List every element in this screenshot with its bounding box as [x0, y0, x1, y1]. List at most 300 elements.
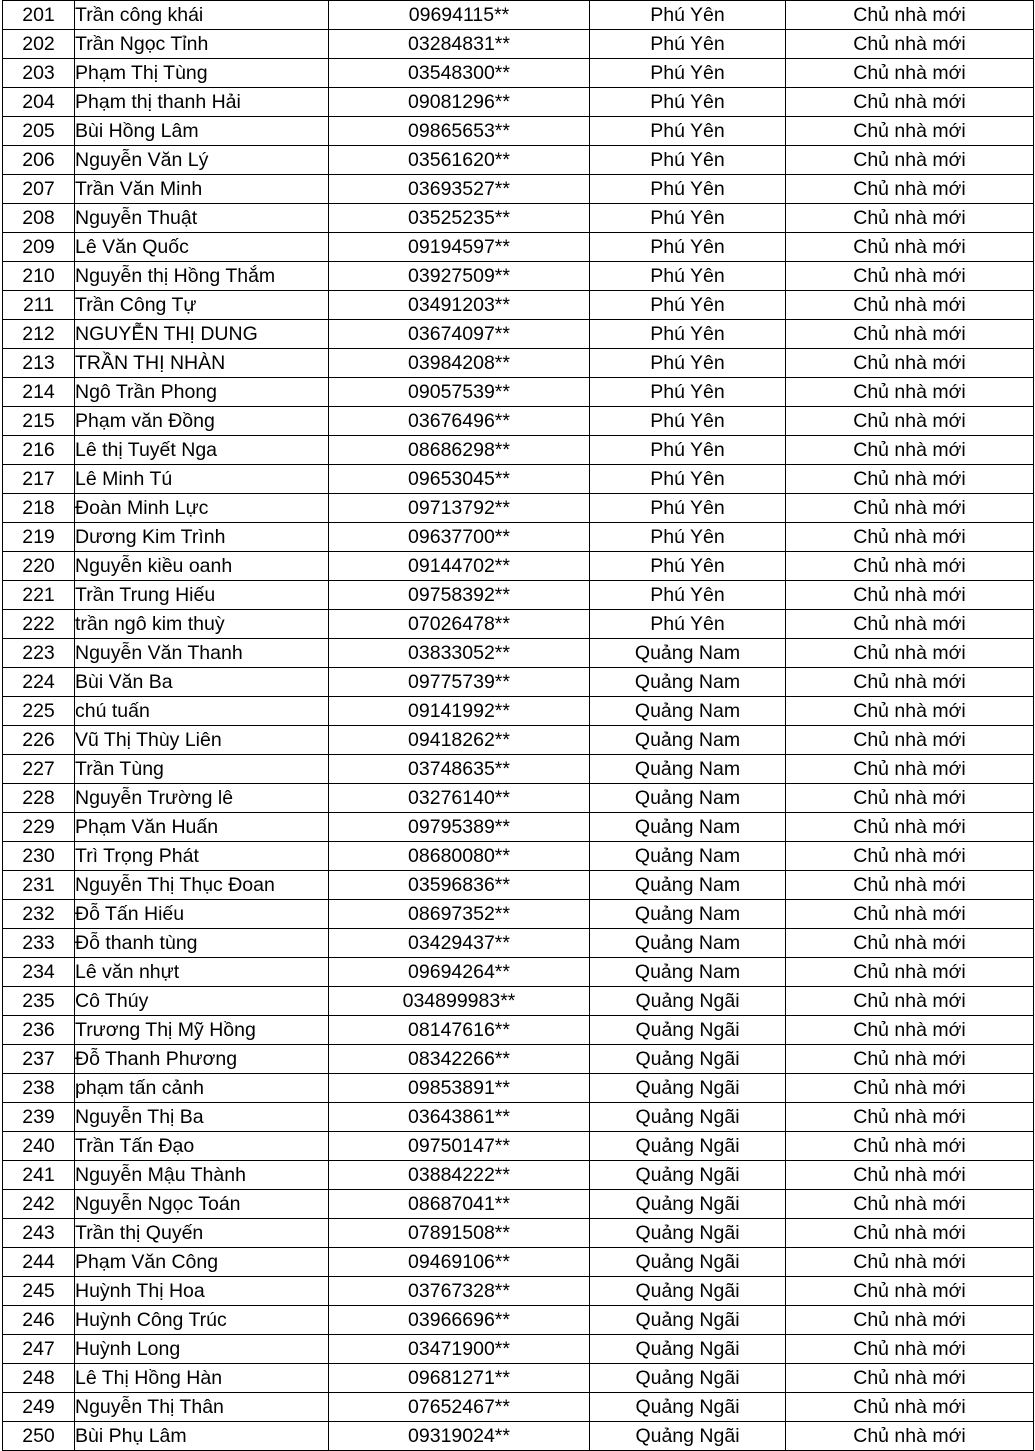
row-number-cell: 218 [3, 494, 75, 523]
name-cell: Trần thị Quyến [75, 1219, 329, 1248]
status-cell: Chủ nhà mới [786, 900, 1034, 929]
status-cell: Chủ nhà mới [786, 610, 1034, 639]
row-number-cell: 248 [3, 1364, 75, 1393]
name-cell: Dương Kim Trình [75, 523, 329, 552]
name-cell: Phạm văn Đồng [75, 407, 329, 436]
table-row [3, 842, 1034, 871]
row-number-cell: 227 [3, 755, 75, 784]
province-cell: Phú Yên [590, 407, 786, 436]
province-cell: Quảng Ngãi [590, 1016, 786, 1045]
status-cell: Chủ nhà mới [786, 1103, 1034, 1132]
phone-cell: 09681271** [329, 1364, 590, 1393]
row-number-cell: 244 [3, 1248, 75, 1277]
table-row [3, 175, 1034, 204]
table-row [3, 900, 1034, 929]
table-row [3, 958, 1034, 987]
phone-cell: 08342266** [329, 1045, 590, 1074]
province-cell: Quảng Nam [590, 668, 786, 697]
table-row [3, 523, 1034, 552]
row-number-cell: 226 [3, 726, 75, 755]
phone-cell: 03674097** [329, 320, 590, 349]
name-cell: Trần Công Tự [75, 291, 329, 320]
phone-cell: 03525235** [329, 204, 590, 233]
province-cell: Quảng Nam [590, 784, 786, 813]
row-number-cell: 205 [3, 117, 75, 146]
name-cell: Trần Văn Minh [75, 175, 329, 204]
province-cell: Phú Yên [590, 378, 786, 407]
phone-cell: 09144702** [329, 552, 590, 581]
table-row [3, 1306, 1034, 1335]
phone-cell: 09853891** [329, 1074, 590, 1103]
phone-cell: 09795389** [329, 813, 590, 842]
status-cell: Chủ nhà mới [786, 1364, 1034, 1393]
name-cell: Trương Thị Mỹ Hồng [75, 1016, 329, 1045]
name-cell: Nguyễn kiều oanh [75, 552, 329, 581]
phone-cell: 09418262** [329, 726, 590, 755]
name-cell: Cô Thúy [75, 987, 329, 1016]
status-cell: Chủ nhà mới [786, 407, 1034, 436]
row-number-cell: 245 [3, 1277, 75, 1306]
province-cell: Phú Yên [590, 175, 786, 204]
status-cell: Chủ nhà mới [786, 204, 1034, 233]
province-cell: Quảng Ngãi [590, 1277, 786, 1306]
name-cell: Đỗ thanh tùng [75, 929, 329, 958]
name-cell: Nguyễn Ngọc Toán [75, 1190, 329, 1219]
province-cell: Phú Yên [590, 610, 786, 639]
status-cell: Chủ nhà mới [786, 59, 1034, 88]
phone-cell: 09713792** [329, 494, 590, 523]
province-cell: Phú Yên [590, 30, 786, 59]
phone-cell: 03429437** [329, 929, 590, 958]
table-row [3, 1219, 1034, 1248]
status-cell: Chủ nhà mới [786, 1045, 1034, 1074]
name-cell: trần ngô kim thuỳ [75, 610, 329, 639]
phone-cell: 03284831** [329, 30, 590, 59]
name-cell: Bùi Phụ Lâm [75, 1422, 329, 1451]
status-cell: Chủ nhà mới [786, 1219, 1034, 1248]
phone-cell: 07891508** [329, 1219, 590, 1248]
table-body [3, 1, 1034, 1451]
name-cell: phạm tấn cảnh [75, 1074, 329, 1103]
table-row [3, 349, 1034, 378]
name-cell: Lê văn nhựt [75, 958, 329, 987]
name-cell: Phạm thị thanh Hải [75, 88, 329, 117]
row-number-cell: 250 [3, 1422, 75, 1451]
name-cell: Vũ Thị Thùy Liên [75, 726, 329, 755]
name-cell: TRẦN THỊ NHÀN [75, 349, 329, 378]
province-cell: Quảng Ngãi [590, 1219, 786, 1248]
status-cell: Chủ nhà mới [786, 117, 1034, 146]
row-number-cell: 249 [3, 1393, 75, 1422]
name-cell: Trần công khái [75, 1, 329, 30]
name-cell: Nguyễn Thuật [75, 204, 329, 233]
status-cell: Chủ nhà mới [786, 697, 1034, 726]
table-row [3, 1016, 1034, 1045]
phone-cell: 03561620** [329, 146, 590, 175]
province-cell: Phú Yên [590, 117, 786, 146]
row-number-cell: 236 [3, 1016, 75, 1045]
phone-cell: 08686298** [329, 436, 590, 465]
phone-cell: 09694115** [329, 1, 590, 30]
table-row [3, 1277, 1034, 1306]
phone-cell: 09319024** [329, 1422, 590, 1451]
province-cell: Quảng Nam [590, 958, 786, 987]
province-cell: Quảng Ngãi [590, 1132, 786, 1161]
status-cell: Chủ nhà mới [786, 1016, 1034, 1045]
row-number-cell: 242 [3, 1190, 75, 1219]
table-row [3, 871, 1034, 900]
row-number-cell: 212 [3, 320, 75, 349]
status-cell: Chủ nhà mới [786, 465, 1034, 494]
name-cell: Nguyễn Văn Lý [75, 146, 329, 175]
province-cell: Phú Yên [590, 88, 786, 117]
status-cell: Chủ nhà mới [786, 175, 1034, 204]
table-row [3, 1190, 1034, 1219]
customer-table [2, 0, 1034, 1451]
name-cell: Phạm Văn Công [75, 1248, 329, 1277]
table-row [3, 929, 1034, 958]
phone-cell: 09081296** [329, 88, 590, 117]
name-cell: Trần Tùng [75, 755, 329, 784]
status-cell: Chủ nhà mới [786, 668, 1034, 697]
row-number-cell: 207 [3, 175, 75, 204]
phone-cell: 08680080** [329, 842, 590, 871]
row-number-cell: 246 [3, 1306, 75, 1335]
name-cell: Nguyễn Trường lê [75, 784, 329, 813]
status-cell: Chủ nhà mới [786, 291, 1034, 320]
name-cell: Trì Trọng Phát [75, 842, 329, 871]
phone-cell: 03643861** [329, 1103, 590, 1132]
phone-cell: 03693527** [329, 175, 590, 204]
status-cell: Chủ nhà mới [786, 494, 1034, 523]
phone-cell: 03748635** [329, 755, 590, 784]
phone-cell: 03966696** [329, 1306, 590, 1335]
row-number-cell: 219 [3, 523, 75, 552]
status-cell: Chủ nhà mới [786, 1248, 1034, 1277]
status-cell: Chủ nhà mới [786, 929, 1034, 958]
table-row [3, 697, 1034, 726]
phone-cell: 09057539** [329, 378, 590, 407]
row-number-cell: 229 [3, 813, 75, 842]
province-cell: Phú Yên [590, 59, 786, 88]
phone-cell: 03927509** [329, 262, 590, 291]
phone-cell: 09141992** [329, 697, 590, 726]
name-cell: Nguyễn Thị Ba [75, 1103, 329, 1132]
phone-cell: 08697352** [329, 900, 590, 929]
status-cell: Chủ nhà mới [786, 146, 1034, 175]
name-cell: Đỗ Thanh Phương [75, 1045, 329, 1074]
status-cell: Chủ nhà mới [786, 842, 1034, 871]
status-cell: Chủ nhà mới [786, 1335, 1034, 1364]
province-cell: Quảng Ngãi [590, 1103, 786, 1132]
status-cell: Chủ nhà mới [786, 1, 1034, 30]
table-row [3, 88, 1034, 117]
table-row [3, 1422, 1034, 1451]
name-cell: Đỗ Tấn Hiếu [75, 900, 329, 929]
table-row [3, 668, 1034, 697]
phone-cell: 03984208** [329, 349, 590, 378]
status-cell: Chủ nhà mới [786, 784, 1034, 813]
status-cell: Chủ nhà mới [786, 552, 1034, 581]
status-cell: Chủ nhà mới [786, 581, 1034, 610]
phone-cell: 03276140** [329, 784, 590, 813]
row-number-cell: 225 [3, 697, 75, 726]
phone-cell: 09637700** [329, 523, 590, 552]
status-cell: Chủ nhà mới [786, 349, 1034, 378]
row-number-cell: 237 [3, 1045, 75, 1074]
row-number-cell: 217 [3, 465, 75, 494]
name-cell: Nguyễn Thị Thục Đoan [75, 871, 329, 900]
table-row [3, 1045, 1034, 1074]
province-cell: Quảng Ngãi [590, 1393, 786, 1422]
name-cell: NGUYỄN THỊ DUNG [75, 320, 329, 349]
row-number-cell: 213 [3, 349, 75, 378]
province-cell: Quảng Nam [590, 726, 786, 755]
province-cell: Quảng Nam [590, 842, 786, 871]
row-number-cell: 221 [3, 581, 75, 610]
status-cell: Chủ nhà mới [786, 987, 1034, 1016]
phone-cell: 07652467** [329, 1393, 590, 1422]
name-cell: Nguyễn Văn Thanh [75, 639, 329, 668]
row-number-cell: 224 [3, 668, 75, 697]
province-cell: Phú Yên [590, 233, 786, 262]
phone-cell: 03471900** [329, 1335, 590, 1364]
row-number-cell: 216 [3, 436, 75, 465]
phone-cell: 09694264** [329, 958, 590, 987]
status-cell: Chủ nhà mới [786, 813, 1034, 842]
province-cell: Phú Yên [590, 349, 786, 378]
table-row [3, 1, 1034, 30]
table-row [3, 987, 1034, 1016]
table-row [3, 59, 1034, 88]
table-row [3, 1103, 1034, 1132]
province-cell: Phú Yên [590, 494, 786, 523]
row-number-cell: 203 [3, 59, 75, 88]
status-cell: Chủ nhà mới [786, 88, 1034, 117]
name-cell: Nguyễn thị Hồng Thắm [75, 262, 329, 291]
province-cell: Quảng Nam [590, 755, 786, 784]
province-cell: Quảng Ngãi [590, 1364, 786, 1393]
row-number-cell: 232 [3, 900, 75, 929]
province-cell: Quảng Ngãi [590, 1074, 786, 1103]
row-number-cell: 222 [3, 610, 75, 639]
status-cell: Chủ nhà mới [786, 1132, 1034, 1161]
row-number-cell: 234 [3, 958, 75, 987]
province-cell: Quảng Ngãi [590, 1161, 786, 1190]
status-cell: Chủ nhà mới [786, 1306, 1034, 1335]
phone-cell: 03548300** [329, 59, 590, 88]
row-number-cell: 215 [3, 407, 75, 436]
table-row [3, 755, 1034, 784]
name-cell: Trần Trung Hiếu [75, 581, 329, 610]
status-cell: Chủ nhà mới [786, 1277, 1034, 1306]
status-cell: Chủ nhà mới [786, 378, 1034, 407]
phone-cell: 03833052** [329, 639, 590, 668]
status-cell: Chủ nhà mới [786, 958, 1034, 987]
name-cell: Lê Minh Tú [75, 465, 329, 494]
row-number-cell: 247 [3, 1335, 75, 1364]
province-cell: Quảng Nam [590, 813, 786, 842]
province-cell: Phú Yên [590, 204, 786, 233]
table-row [3, 407, 1034, 436]
phone-cell: 07026478** [329, 610, 590, 639]
status-cell: Chủ nhà mới [786, 1161, 1034, 1190]
name-cell: Huỳnh Thị Hoa [75, 1277, 329, 1306]
name-cell: Huỳnh Long [75, 1335, 329, 1364]
table-row [3, 30, 1034, 59]
phone-cell: 09758392** [329, 581, 590, 610]
table-row [3, 1335, 1034, 1364]
table-row [3, 262, 1034, 291]
name-cell: Lê Thị Hồng Hàn [75, 1364, 329, 1393]
table-row [3, 552, 1034, 581]
name-cell: Lê Văn Quốc [75, 233, 329, 262]
phone-cell: 09775739** [329, 668, 590, 697]
province-cell: Quảng Ngãi [590, 1306, 786, 1335]
name-cell: Bùi Hồng Lâm [75, 117, 329, 146]
table-row [3, 784, 1034, 813]
table-row [3, 204, 1034, 233]
row-number-cell: 230 [3, 842, 75, 871]
phone-cell: 09750147** [329, 1132, 590, 1161]
row-number-cell: 211 [3, 291, 75, 320]
row-number-cell: 206 [3, 146, 75, 175]
name-cell: Đoàn Minh Lực [75, 494, 329, 523]
status-cell: Chủ nhà mới [786, 871, 1034, 900]
phone-cell: 09469106** [329, 1248, 590, 1277]
row-number-cell: 240 [3, 1132, 75, 1161]
row-number-cell: 208 [3, 204, 75, 233]
table-row [3, 465, 1034, 494]
province-cell: Phú Yên [590, 523, 786, 552]
province-cell: Quảng Nam [590, 900, 786, 929]
phone-cell: 08147616** [329, 1016, 590, 1045]
phone-cell: 09653045** [329, 465, 590, 494]
row-number-cell: 241 [3, 1161, 75, 1190]
status-cell: Chủ nhà mới [786, 1393, 1034, 1422]
phone-cell: 03491203** [329, 291, 590, 320]
status-cell: Chủ nhà mới [786, 262, 1034, 291]
phone-cell: 034899983** [329, 987, 590, 1016]
table-row [3, 1161, 1034, 1190]
status-cell: Chủ nhà mới [786, 320, 1034, 349]
table-row [3, 813, 1034, 842]
province-cell: Quảng Ngãi [590, 1045, 786, 1074]
table-row [3, 146, 1034, 175]
phone-cell: 03596836** [329, 871, 590, 900]
phone-cell: 03884222** [329, 1161, 590, 1190]
row-number-cell: 228 [3, 784, 75, 813]
status-cell: Chủ nhà mới [786, 1422, 1034, 1451]
name-cell: Trần Tấn Đạo [75, 1132, 329, 1161]
name-cell: Trần Ngọc Tỉnh [75, 30, 329, 59]
table-row [3, 494, 1034, 523]
status-cell: Chủ nhà mới [786, 726, 1034, 755]
name-cell: Phạm Thị Tùng [75, 59, 329, 88]
table-row [3, 1074, 1034, 1103]
name-cell: Lê thị Tuyết Nga [75, 436, 329, 465]
status-cell: Chủ nhà mới [786, 639, 1034, 668]
table-row [3, 436, 1034, 465]
province-cell: Phú Yên [590, 552, 786, 581]
table-row [3, 233, 1034, 262]
row-number-cell: 204 [3, 88, 75, 117]
province-cell: Quảng Nam [590, 929, 786, 958]
phone-cell: 03676496** [329, 407, 590, 436]
row-number-cell: 202 [3, 30, 75, 59]
table-row [3, 1248, 1034, 1277]
province-cell: Phú Yên [590, 581, 786, 610]
table-row [3, 639, 1034, 668]
status-cell: Chủ nhà mới [786, 233, 1034, 262]
row-number-cell: 233 [3, 929, 75, 958]
province-cell: Quảng Nam [590, 871, 786, 900]
name-cell: chú tuấn [75, 697, 329, 726]
table-row [3, 291, 1034, 320]
name-cell: Phạm Văn Huấn [75, 813, 329, 842]
row-number-cell: 220 [3, 552, 75, 581]
row-number-cell: 231 [3, 871, 75, 900]
province-cell: Phú Yên [590, 146, 786, 175]
province-cell: Phú Yên [590, 465, 786, 494]
row-number-cell: 210 [3, 262, 75, 291]
table-row [3, 378, 1034, 407]
name-cell: Bùi Văn Ba [75, 668, 329, 697]
phone-cell: 09865653** [329, 117, 590, 146]
province-cell: Phú Yên [590, 291, 786, 320]
province-cell: Phú Yên [590, 1, 786, 30]
table-row [3, 726, 1034, 755]
table-row [3, 581, 1034, 610]
table-row [3, 320, 1034, 349]
province-cell: Phú Yên [590, 320, 786, 349]
province-cell: Quảng Ngãi [590, 987, 786, 1016]
table-row [3, 117, 1034, 146]
province-cell: Quảng Ngãi [590, 1190, 786, 1219]
row-number-cell: 209 [3, 233, 75, 262]
table-row [3, 1393, 1034, 1422]
phone-cell: 03767328** [329, 1277, 590, 1306]
province-cell: Quảng Ngãi [590, 1335, 786, 1364]
province-cell: Quảng Ngãi [590, 1248, 786, 1277]
row-number-cell: 243 [3, 1219, 75, 1248]
table-row [3, 1132, 1034, 1161]
name-cell: Huỳnh Công Trúc [75, 1306, 329, 1335]
row-number-cell: 235 [3, 987, 75, 1016]
status-cell: Chủ nhà mới [786, 1074, 1034, 1103]
province-cell: Quảng Nam [590, 697, 786, 726]
status-cell: Chủ nhà mới [786, 755, 1034, 784]
status-cell: Chủ nhà mới [786, 1190, 1034, 1219]
province-cell: Phú Yên [590, 262, 786, 291]
row-number-cell: 223 [3, 639, 75, 668]
name-cell: Nguyễn Mậu Thành [75, 1161, 329, 1190]
row-number-cell: 238 [3, 1074, 75, 1103]
province-cell: Phú Yên [590, 436, 786, 465]
phone-cell: 09194597** [329, 233, 590, 262]
row-number-cell: 201 [3, 1, 75, 30]
status-cell: Chủ nhà mới [786, 436, 1034, 465]
status-cell: Chủ nhà mới [786, 523, 1034, 552]
row-number-cell: 214 [3, 378, 75, 407]
name-cell: Nguyễn Thị Thân [75, 1393, 329, 1422]
table-row [3, 1364, 1034, 1393]
province-cell: Quảng Nam [590, 639, 786, 668]
row-number-cell: 239 [3, 1103, 75, 1132]
name-cell: Ngô Trần Phong [75, 378, 329, 407]
table-row [3, 610, 1034, 639]
status-cell: Chủ nhà mới [786, 30, 1034, 59]
